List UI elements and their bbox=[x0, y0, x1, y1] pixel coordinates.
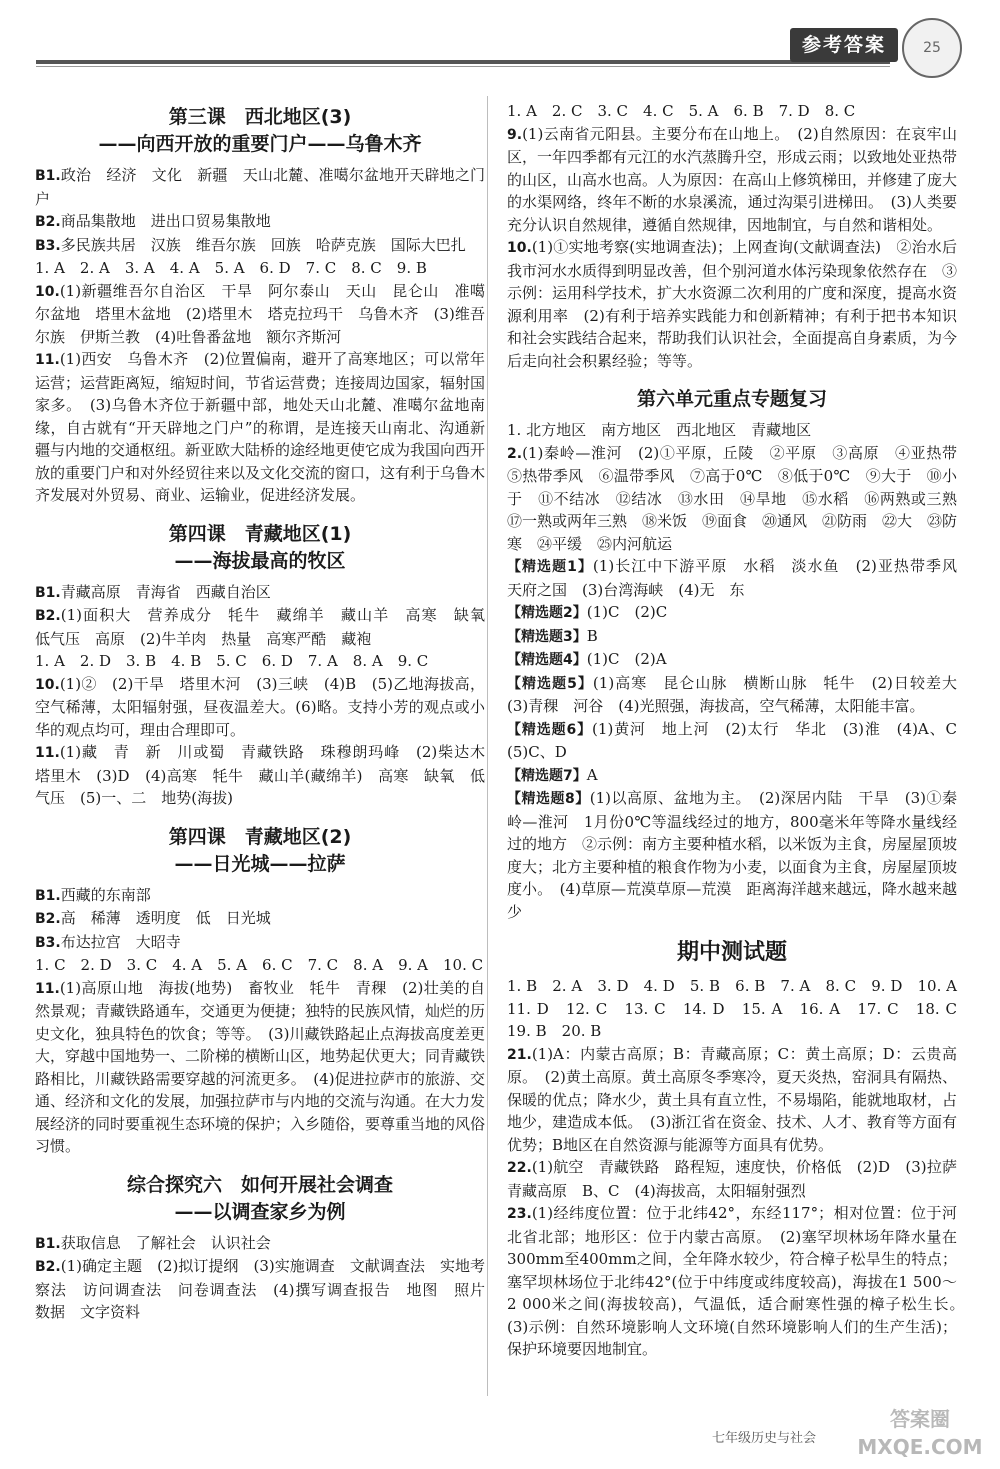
answer-badge: 参考答案 bbox=[790, 28, 898, 62]
answer-text: 青藏高原 青海省 西藏自治区 bbox=[60, 582, 271, 601]
answer-text: (1)黄河 地上河 (2)太行 华北 (3)淮 (4)A、C (5)C、D bbox=[507, 719, 973, 761]
answer-label: B1. bbox=[35, 168, 61, 184]
answer-label: B2. bbox=[35, 214, 61, 230]
answer-text: 高 稀薄 透明度 低 日光城 bbox=[60, 909, 271, 927]
answer-item bbox=[507, 1156, 973, 1202]
answer-label: B2. bbox=[35, 911, 61, 927]
answer-text: 1. B 2. A 3. D 4. D 5. B 6. B 7. A 8. C 9. D 10. A 11. D 12. C 13. C 14. D 15. A 16. A 17. C 18. C 19. B 20. B bbox=[507, 977, 973, 1040]
answer-label: B3. bbox=[35, 237, 61, 254]
section-title bbox=[507, 937, 957, 969]
logo-icon: 25 bbox=[902, 18, 962, 78]
answer-text: (1)C (2)A bbox=[586, 650, 667, 668]
answer-item bbox=[507, 764, 957, 788]
answer-item bbox=[507, 555, 973, 601]
answer-text: 1. A 2. A 3. A 4. A 5. A 6. D 7. C 8. C 9. B bbox=[35, 259, 427, 277]
answer-item bbox=[35, 1232, 485, 1256]
answer-text: (1)C (2)C bbox=[586, 603, 668, 621]
right-column bbox=[507, 100, 973, 1361]
answer-label: B3. bbox=[35, 934, 61, 951]
answer-text: 1. A 2. C 3. C 4. C 5. A 6. B 7. D 8. C bbox=[507, 102, 856, 120]
answer-item bbox=[507, 787, 957, 923]
answer-item bbox=[35, 257, 485, 280]
answer-text: (1)高寒 昆仑山脉 横断山脉 牦牛 (2)日较差大 (3)青稞 河谷 (4)光照强，海拔高，空气稀薄，太阳能丰富。 bbox=[507, 673, 973, 715]
answer-label: 9. bbox=[507, 126, 523, 143]
watermark-line2: MXQE.COM bbox=[857, 1435, 983, 1459]
section-title-line: ——以调查家乡为例 bbox=[174, 1200, 346, 1223]
answer-text: (1)云南省元阳县。主要分布在山地上。 (2)自然原因：在哀牢山区，一年四季都有元江的水汽蒸腾升空，形成云雨；以致地处亚热带的山区，山高水也高。人为原因：在高山上修筑梯田，并修建了庞大的水渠网络，终年不断的水泉溪流，通过沟渠引进梯田。 (3)人类要充分认识自然规律，遵循自然规律，因地制宜，与自然和谐相处。 bbox=[507, 124, 958, 234]
answer-label: 【精选题3】 bbox=[507, 628, 587, 645]
answer-text: 多民族共居 汉族 维吾尔族 回族 哈萨克族 国际大巴扎 bbox=[60, 235, 466, 254]
answer-text: 布达拉宫 大昭寺 bbox=[60, 932, 181, 951]
answer-label: B1. bbox=[35, 584, 61, 601]
answer-item bbox=[35, 1255, 501, 1324]
answer-item bbox=[507, 442, 973, 556]
answer-item bbox=[507, 975, 973, 1043]
answer-label: 【精选题4】 bbox=[507, 652, 587, 668]
section-title bbox=[35, 824, 485, 878]
answer-item bbox=[507, 672, 973, 718]
answer-text: (1)①实地考察(实地调查法)；上网查询(文献调查法) ②治水后我市河水水质得到明显改善，但个别河道水体污染现象依然存在 ③示例：运用科学技术，扩大水资源二次利用的广度和深度，提高水资源利用率 (2)有利于培养实践能力和创新精神；有利于把书本知识和社会实践结合起来，帮助我们认识社会，全面提高自身素质，为今后走向社会积累经验；等等。 bbox=[507, 238, 958, 370]
answer-label: 2. bbox=[507, 445, 523, 462]
header-rule-thin bbox=[36, 66, 890, 67]
answer-label: 【精选题7】 bbox=[507, 767, 587, 784]
answer-text: (1)A：内蒙古高原；B：青藏高原；C：黄土高原；D：云贵高原。 (2)黄土高原。黄土高原冬季寒冷，夏天炎热，窑洞具有隔热、保暖的优点；降水少，黄土具有直立性，不易塌陷，能就地取材，占地少，建造成本低。 (3)浙江省在资金、技术、人才、教育等方面有优势；B地区在自然资源与能源等方面具有优势。 bbox=[507, 1044, 958, 1154]
answer-item bbox=[507, 100, 957, 123]
answer-text: (1)西安 乌鲁木齐 (2)位置偏南，避开了高寒地区；可以常年运营；运营距离短，缩短时间，节省运营费；连接周边国家，辐射国家多。 (3)乌鲁木齐位于新疆中部，地处天山北麓、准噶尔盆地南缘，自古就有“开天辟地之门户”的称谓，是连接天山南北、沟通新疆与内地的交通枢纽。新亚欧大陆桥的途经地更使它成为我国向西开放的重要门户和对外经贸往来以及文化交流的窗口，这有利于乌鲁木齐发展对外贸易、商业、运输业，促进经济发展。 bbox=[35, 350, 486, 504]
section-title-line: 综合探究六 如何开展社会调查 bbox=[126, 1173, 393, 1196]
answer-text: (1)确定主题 (2)拟订提纲 (3)实施调查 文献调查法 实地考察法 访问调查法 问卷调查法 (4)撰写调查报告 地图 照片 数据 文字资料 bbox=[35, 1257, 501, 1321]
answer-label: B2. bbox=[35, 608, 61, 624]
answer-item bbox=[35, 604, 501, 650]
answer-text: B bbox=[586, 626, 598, 645]
answer-text: (1)以高原、盆地为主。 (2)深居内陆 干旱 (3)①秦岭—淮河 1月份0℃等温线经过的地方，800毫米年等降水量线经过的地方 ②示例：南方主要种植水稻，以米饭为主食，房屋屋顶坡度大；北方主要种植的粮食作物为小麦，以面食为主食，房屋屋顶坡度小。 (4)草原—荒漠草原—荒漠 距离海洋越来越远，降水越来越少 bbox=[507, 789, 958, 921]
answer-label: 23. bbox=[507, 1206, 532, 1222]
answer-label: 10. bbox=[35, 676, 60, 693]
answer-item bbox=[35, 348, 485, 507]
answer-text: 西藏的东南部 bbox=[60, 885, 151, 904]
section-title bbox=[35, 1172, 485, 1226]
answer-text: (1)高原山地 海拔(地势) 畜牧业 牦牛 青稞 (2)壮美的自然景观；青藏铁路通车，交通更为便捷；独特的民族风情，灿烂的历史文化，独具特色的饮食；等等。 (3)川藏铁路起止点海拔高度差更大，穿越中国地势一、二阶梯的横断山区，地势起伏更大；同青藏铁路相比，川藏铁路需要穿越的河流更多。 (4)促进拉萨市的旅游、交通、经济和文化的发展，加强拉萨市与内地的交流与沟通。在大力发展经济的同时要重视生态环境的保护；入乡随俗，要尊重当地的风俗习惯。 bbox=[35, 978, 486, 1155]
answer-item bbox=[35, 977, 485, 1158]
section-title-line: 第四课 青藏地区(2) bbox=[168, 825, 352, 848]
answer-text: (1)经纬度位置：位于北纬42°，东经117°；相对位置：位于河北省北部；地形区：位于内蒙古高原。 (2)塞罕坝林场年降水量在300mm至400mm之间，全年降水较少，符合樟子松旱生的特点；塞罕坝林场位于北纬42°(位于中纬度或纬度较高)，海拔在1 500～2 000米之间(海拔较高)，气温低，适合耐寒性强的樟子松生长。 (3)示例：自然环境影响人文环境(自然环境影响人们的生产生活)；保护环境要因地制宜。 bbox=[507, 1204, 973, 1358]
answer-text: (1)② (2)干旱 塔里木河 (3)三峡 (4)B (5)乙地海拔高，空气稀薄，太阳辐射强，昼夜温差大。(6)略。支持小芳的观点或小华的观点均可，理由合理即可。 bbox=[35, 674, 485, 739]
answer-item bbox=[35, 280, 485, 349]
answer-item bbox=[35, 954, 485, 977]
answer-text: (1)秦岭—淮河 (2)①平原，丘陵 ②平原 ③高原 ④亚热带 ⑤热带季风 ⑥温带季风 ⑦高于0℃ ⑧低于0℃ ⑨大于 ⑩小于 ⑪不结冰 ⑫结冰 ⑬水田 ⑭旱地 ⑮水稻 ⑯两熟或三熟 ⑰一熟或两年三熟 ⑱米饭 ⑲面食 ⑳通风 ㉑防雨 ㉒大 ㉓防寒 ㉔平缓 ㉕内河航运 bbox=[507, 443, 973, 553]
answer-item bbox=[35, 741, 501, 810]
answer-text: 1. A 2. D 3. B 4. B 5. C 6. D 7. A 8. A 9. C bbox=[35, 652, 429, 670]
answer-item bbox=[35, 907, 485, 931]
answer-text: 1. C 2. D 3. C 4. A 5. A 6. C 7. C 8. A 9. A 10. C bbox=[35, 956, 484, 974]
answer-item bbox=[507, 123, 957, 237]
section-title-line: ——向西开放的重要门户——乌鲁木齐 bbox=[98, 133, 422, 155]
answer-label: B1. bbox=[35, 887, 61, 904]
answer-text: 政治 经济 文化 新疆 天山北麓、准噶尔盆地开天辟地之门户 bbox=[35, 166, 485, 208]
answer-label: B2. bbox=[35, 1259, 61, 1275]
answer-label: 【精选题6】 bbox=[507, 721, 593, 738]
section-title bbox=[35, 521, 485, 575]
answer-label: 11. bbox=[35, 745, 60, 761]
section-title-line: 第六单元重点专题复习 bbox=[636, 388, 827, 410]
answer-text: 商品集散地 进出口贸易集散地 bbox=[60, 212, 271, 230]
answer-item bbox=[507, 648, 957, 672]
answer-text: A bbox=[586, 765, 598, 784]
answer-item bbox=[35, 673, 485, 742]
answer-label: 11. bbox=[35, 980, 60, 997]
answer-label: B1. bbox=[35, 1235, 61, 1252]
answer-item bbox=[507, 625, 957, 649]
answer-label: 【精选题8】 bbox=[507, 791, 590, 807]
answer-item bbox=[35, 234, 485, 258]
answer-text: (1)航空 青藏铁路 路程短，速度快，价格低 (2)D (3)拉萨 青藏高原 B、C (4)海拔高，太阳辐射强烈 bbox=[507, 1158, 973, 1200]
answer-item bbox=[35, 650, 485, 673]
answer-text: 1. 北方地区 南方地区 西北地区 青藏地区 bbox=[507, 421, 812, 439]
answer-item bbox=[35, 884, 485, 908]
section-title-line: 第三课 西北地区(3) bbox=[168, 106, 352, 128]
answer-item bbox=[507, 1202, 973, 1361]
site-watermark bbox=[845, 1405, 995, 1465]
page-header bbox=[0, 0, 1000, 80]
answer-text: (1)长江中下游平原 水稻 淡水鱼 (2)亚热带季风 天府之国 (3)台湾海峡 (4)无 东 bbox=[507, 557, 973, 599]
answer-item bbox=[35, 581, 485, 605]
answer-item bbox=[507, 718, 973, 764]
answer-label: 【精选题5】 bbox=[507, 675, 593, 692]
answer-label: 21. bbox=[507, 1046, 532, 1063]
section-title bbox=[35, 104, 485, 158]
section-title-line: ——日光城——拉萨 bbox=[174, 852, 346, 875]
section-title-line: 期中测试题 bbox=[676, 940, 787, 965]
answer-item bbox=[507, 419, 957, 442]
answer-text: (1)藏 青 新 川或蜀 青藏铁路 珠穆朗玛峰 (2)柴达木 塔里木 (3)D (4)高寒 牦牛 藏山羊(藏绵羊) 高寒 缺氧 低气压 (5)一、二 地势(海拔) bbox=[35, 743, 501, 807]
answer-label: 22. bbox=[507, 1160, 532, 1176]
answer-label: 11. bbox=[35, 352, 60, 368]
answer-item bbox=[35, 164, 485, 210]
answer-label: 10. bbox=[35, 283, 60, 300]
answer-label: 10. bbox=[507, 240, 532, 256]
watermark-line1: 答案圈 bbox=[890, 1407, 950, 1431]
answer-item bbox=[507, 236, 957, 372]
answer-label: 【精选题1】 bbox=[507, 559, 593, 575]
answer-text: (1)面积大 营养成分 牦牛 藏绵羊 藏山羊 高寒 缺氧 低气压 高原 (2)牛羊肉 热量 高寒严酷 藏袍 bbox=[35, 606, 501, 648]
section-title bbox=[507, 386, 957, 413]
section-title-line: 第四课 青藏地区(1) bbox=[168, 522, 352, 545]
header-rule bbox=[36, 60, 890, 64]
answer-text: (1)新疆维吾尔自治区 干旱 阿尔泰山 天山 昆仑山 准噶尔盆地 塔里木盆地 (2)塔里木 塔克拉玛干 乌鲁木齐 (3)维吾尔族 伊斯兰教 (4)吐鲁番盆地 额尔齐斯河 bbox=[35, 281, 485, 346]
answer-item bbox=[35, 931, 485, 955]
answer-text: 获取信息 了解社会 认识社会 bbox=[60, 1233, 271, 1252]
page-footer: 七年级历史与社会 bbox=[712, 1431, 817, 1446]
left-column bbox=[35, 104, 501, 1324]
answer-label: 【精选题2】 bbox=[507, 605, 587, 621]
answer-item bbox=[507, 601, 957, 625]
answer-item bbox=[507, 1043, 957, 1157]
answer-item bbox=[35, 210, 485, 234]
section-title-line: ——海拔最高的牧区 bbox=[174, 549, 346, 572]
